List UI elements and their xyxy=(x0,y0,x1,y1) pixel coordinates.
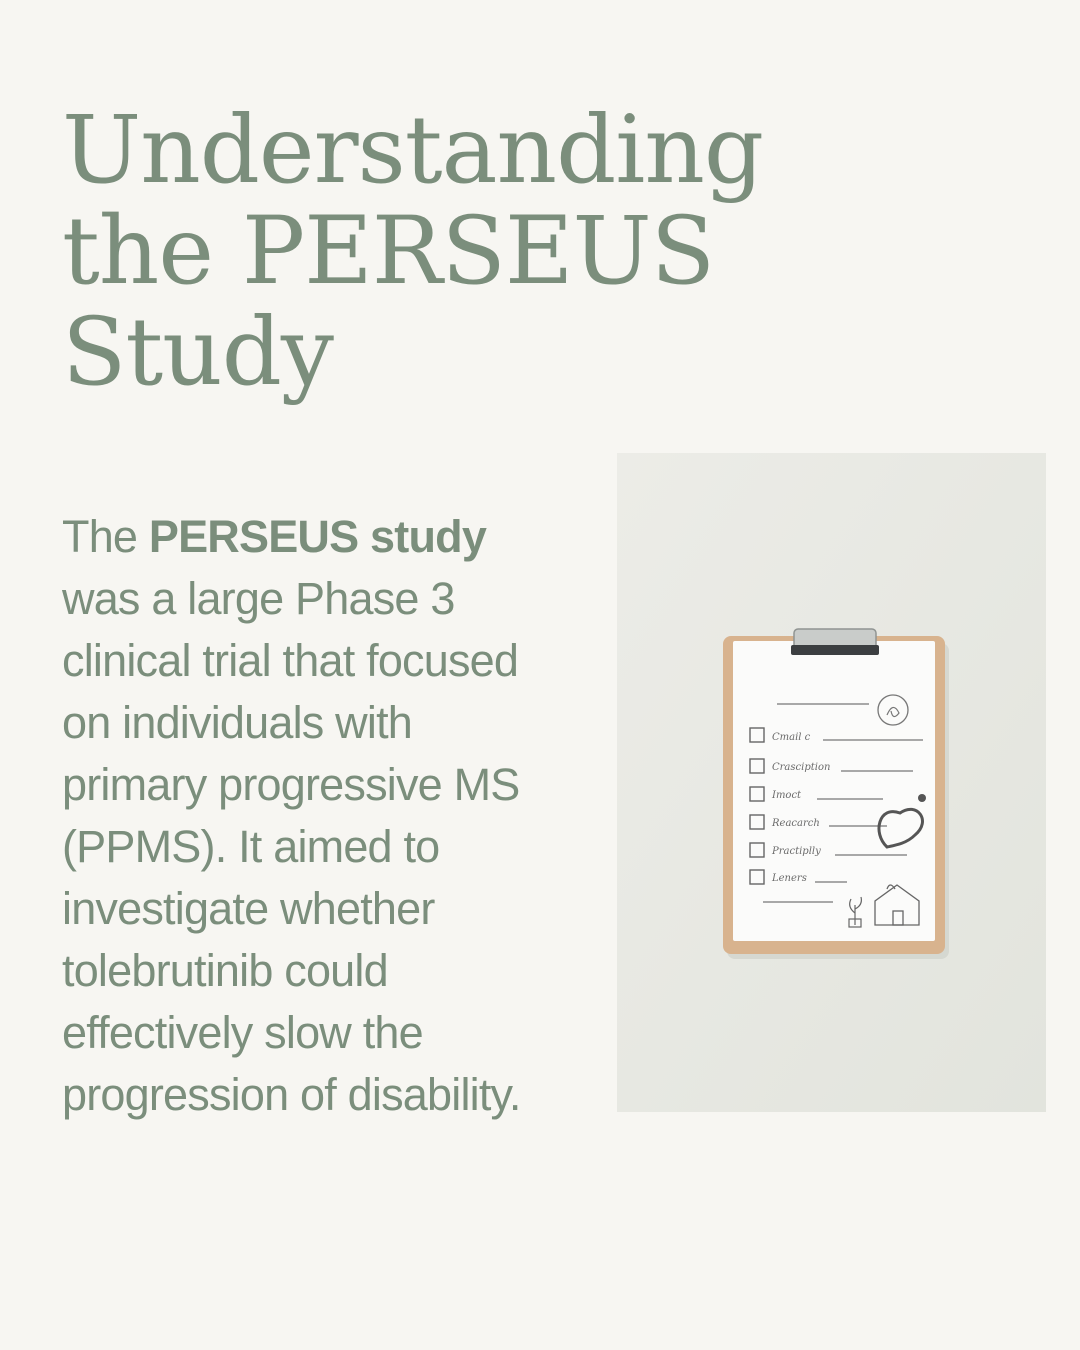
body-line-1 xyxy=(62,506,622,568)
page-title xyxy=(62,96,822,407)
checklist-item-2: Crasciption xyxy=(772,762,831,773)
checklist-item-5: Practiplly xyxy=(772,846,821,857)
body-line-8: tolebrutinib could xyxy=(62,945,388,996)
body-bold-study-name: PERSEUS study xyxy=(148,511,487,562)
body-line-3: clinical trial that focused xyxy=(62,635,519,686)
clipboard-illustration xyxy=(617,453,1046,1112)
checklist-item-6: Leners xyxy=(772,873,807,884)
body-line-6: (PPMS). It aimed to xyxy=(62,821,440,872)
body-intro: The xyxy=(62,511,149,562)
body-paragraph xyxy=(62,506,622,1126)
clipboard-photo xyxy=(617,453,1046,1112)
body-line-2: was a large Phase 3 xyxy=(62,573,455,624)
body-line-9: effectively slow the xyxy=(62,1007,423,1058)
body-line-4: on individuals with xyxy=(62,697,413,748)
body-line-7: investigate whether xyxy=(62,883,435,934)
title-line-3: Study xyxy=(62,298,333,407)
checklist-item-1: Cmail c xyxy=(772,732,811,743)
title-line-2: the PERSEUS xyxy=(62,197,715,306)
body-line-5: primary progressive MS xyxy=(62,759,520,810)
body-line-10: progression of disability. xyxy=(62,1069,521,1120)
clipboard-paper xyxy=(733,641,935,941)
checklist-item-3: Imoct xyxy=(772,790,802,801)
title-line-1: Understanding xyxy=(62,96,764,205)
checklist-item-4: Reacarch xyxy=(772,818,820,829)
